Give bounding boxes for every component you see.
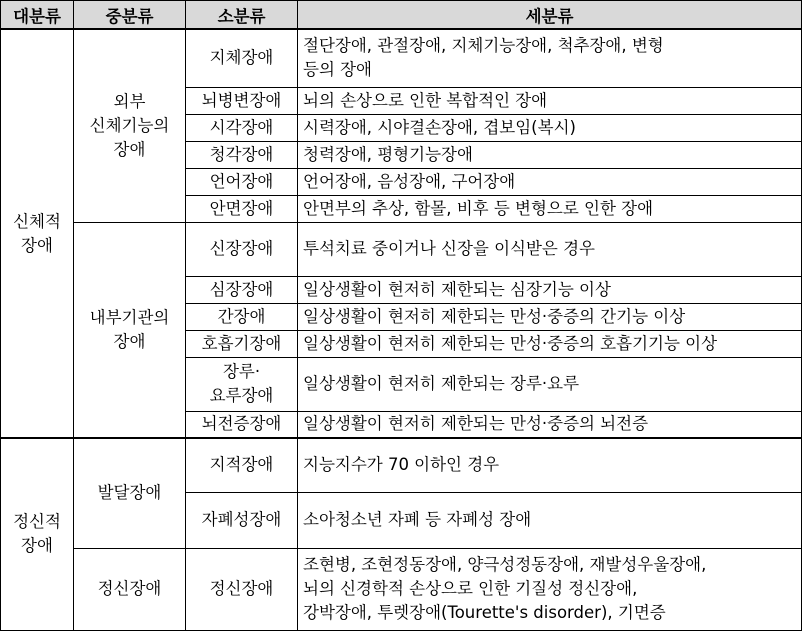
detail-cell: 청력장애, 평형기능장애 — [298, 141, 802, 168]
minor-cell: 자폐성장애 — [186, 492, 298, 548]
header-minor: 소분류 — [186, 1, 298, 30]
detail-cell: 절단장애, 관절장애, 지체기능장애, 척추장애, 변형 등의 장애 — [298, 29, 802, 87]
minor-cell: 지체장애 — [186, 29, 298, 87]
detail-cell: 조현병, 조현정동장애, 양극성정동장애, 재발성우울장애, 뇌의 신경학적 손상으로 인한 기질성 정신장애, 강박장애, 투렛장애(Tourette's disorder), 기면증 — [298, 548, 802, 630]
medium-internal: 내부기관의 장애 — [74, 222, 186, 438]
detail-cell: 일상생활이 현저히 제한되는 만성·중증의 간기능 이상 — [298, 303, 802, 330]
minor-cell: 신장장애 — [186, 222, 298, 276]
table-row — [1, 29, 802, 87]
table-row — [1, 438, 802, 492]
minor-cell: 뇌병변장애 — [186, 87, 298, 114]
minor-cell: 지적장애 — [186, 438, 298, 492]
medium-developmental: 발달장애 — [74, 438, 186, 548]
table-row — [1, 548, 802, 630]
detail-cell: 일상생활이 현저히 제한되는 장루·요루 — [298, 357, 802, 411]
detail-cell: 투석치료 중이거나 신장을 이식받은 경우 — [298, 222, 802, 276]
detail-cell: 지능지수가 70 이하인 경우 — [298, 438, 802, 492]
detail-cell: 소아청소년 자폐 등 자폐성 장애 — [298, 492, 802, 548]
major-physical: 신체적 장애 — [1, 29, 74, 438]
minor-cell: 장루· 요루장애 — [186, 357, 298, 411]
header-row — [1, 1, 802, 30]
detail-cell: 안면부의 추상, 함몰, 비후 등 변형으로 인한 장애 — [298, 195, 802, 222]
header-detail: 세분류 — [298, 1, 802, 30]
major-mental: 정신적 장애 — [1, 438, 74, 630]
detail-cell: 일상생활이 현저히 제한되는 심장기능 이상 — [298, 276, 802, 303]
minor-cell: 심장장애 — [186, 276, 298, 303]
minor-cell: 시각장애 — [186, 114, 298, 141]
minor-cell: 청각장애 — [186, 141, 298, 168]
minor-cell: 뇌전증장애 — [186, 411, 298, 438]
medium-external: 외부 신체기능의 장애 — [74, 29, 186, 222]
detail-cell: 일상생활이 현저히 제한되는 만성·중증의 뇌전증 — [298, 411, 802, 438]
minor-cell: 언어장애 — [186, 168, 298, 195]
detail-cell: 시력장애, 시야결손장애, 겹보임(복시) — [298, 114, 802, 141]
detail-cell: 일상생활이 현저히 제한되는 만성·중증의 호흡기기능 이상 — [298, 330, 802, 357]
minor-cell: 호흡기장애 — [186, 330, 298, 357]
detail-cell: 뇌의 손상으로 인한 복합적인 장애 — [298, 87, 802, 114]
header-major: 대분류 — [1, 1, 74, 30]
medium-psychiatric: 정신장애 — [74, 548, 186, 630]
header-medium: 중분류 — [74, 1, 186, 30]
minor-cell: 안면장애 — [186, 195, 298, 222]
minor-cell: 정신장애 — [186, 548, 298, 630]
detail-cell: 언어장애, 음성장애, 구어장애 — [298, 168, 802, 195]
minor-cell: 간장애 — [186, 303, 298, 330]
table-row — [1, 222, 802, 276]
